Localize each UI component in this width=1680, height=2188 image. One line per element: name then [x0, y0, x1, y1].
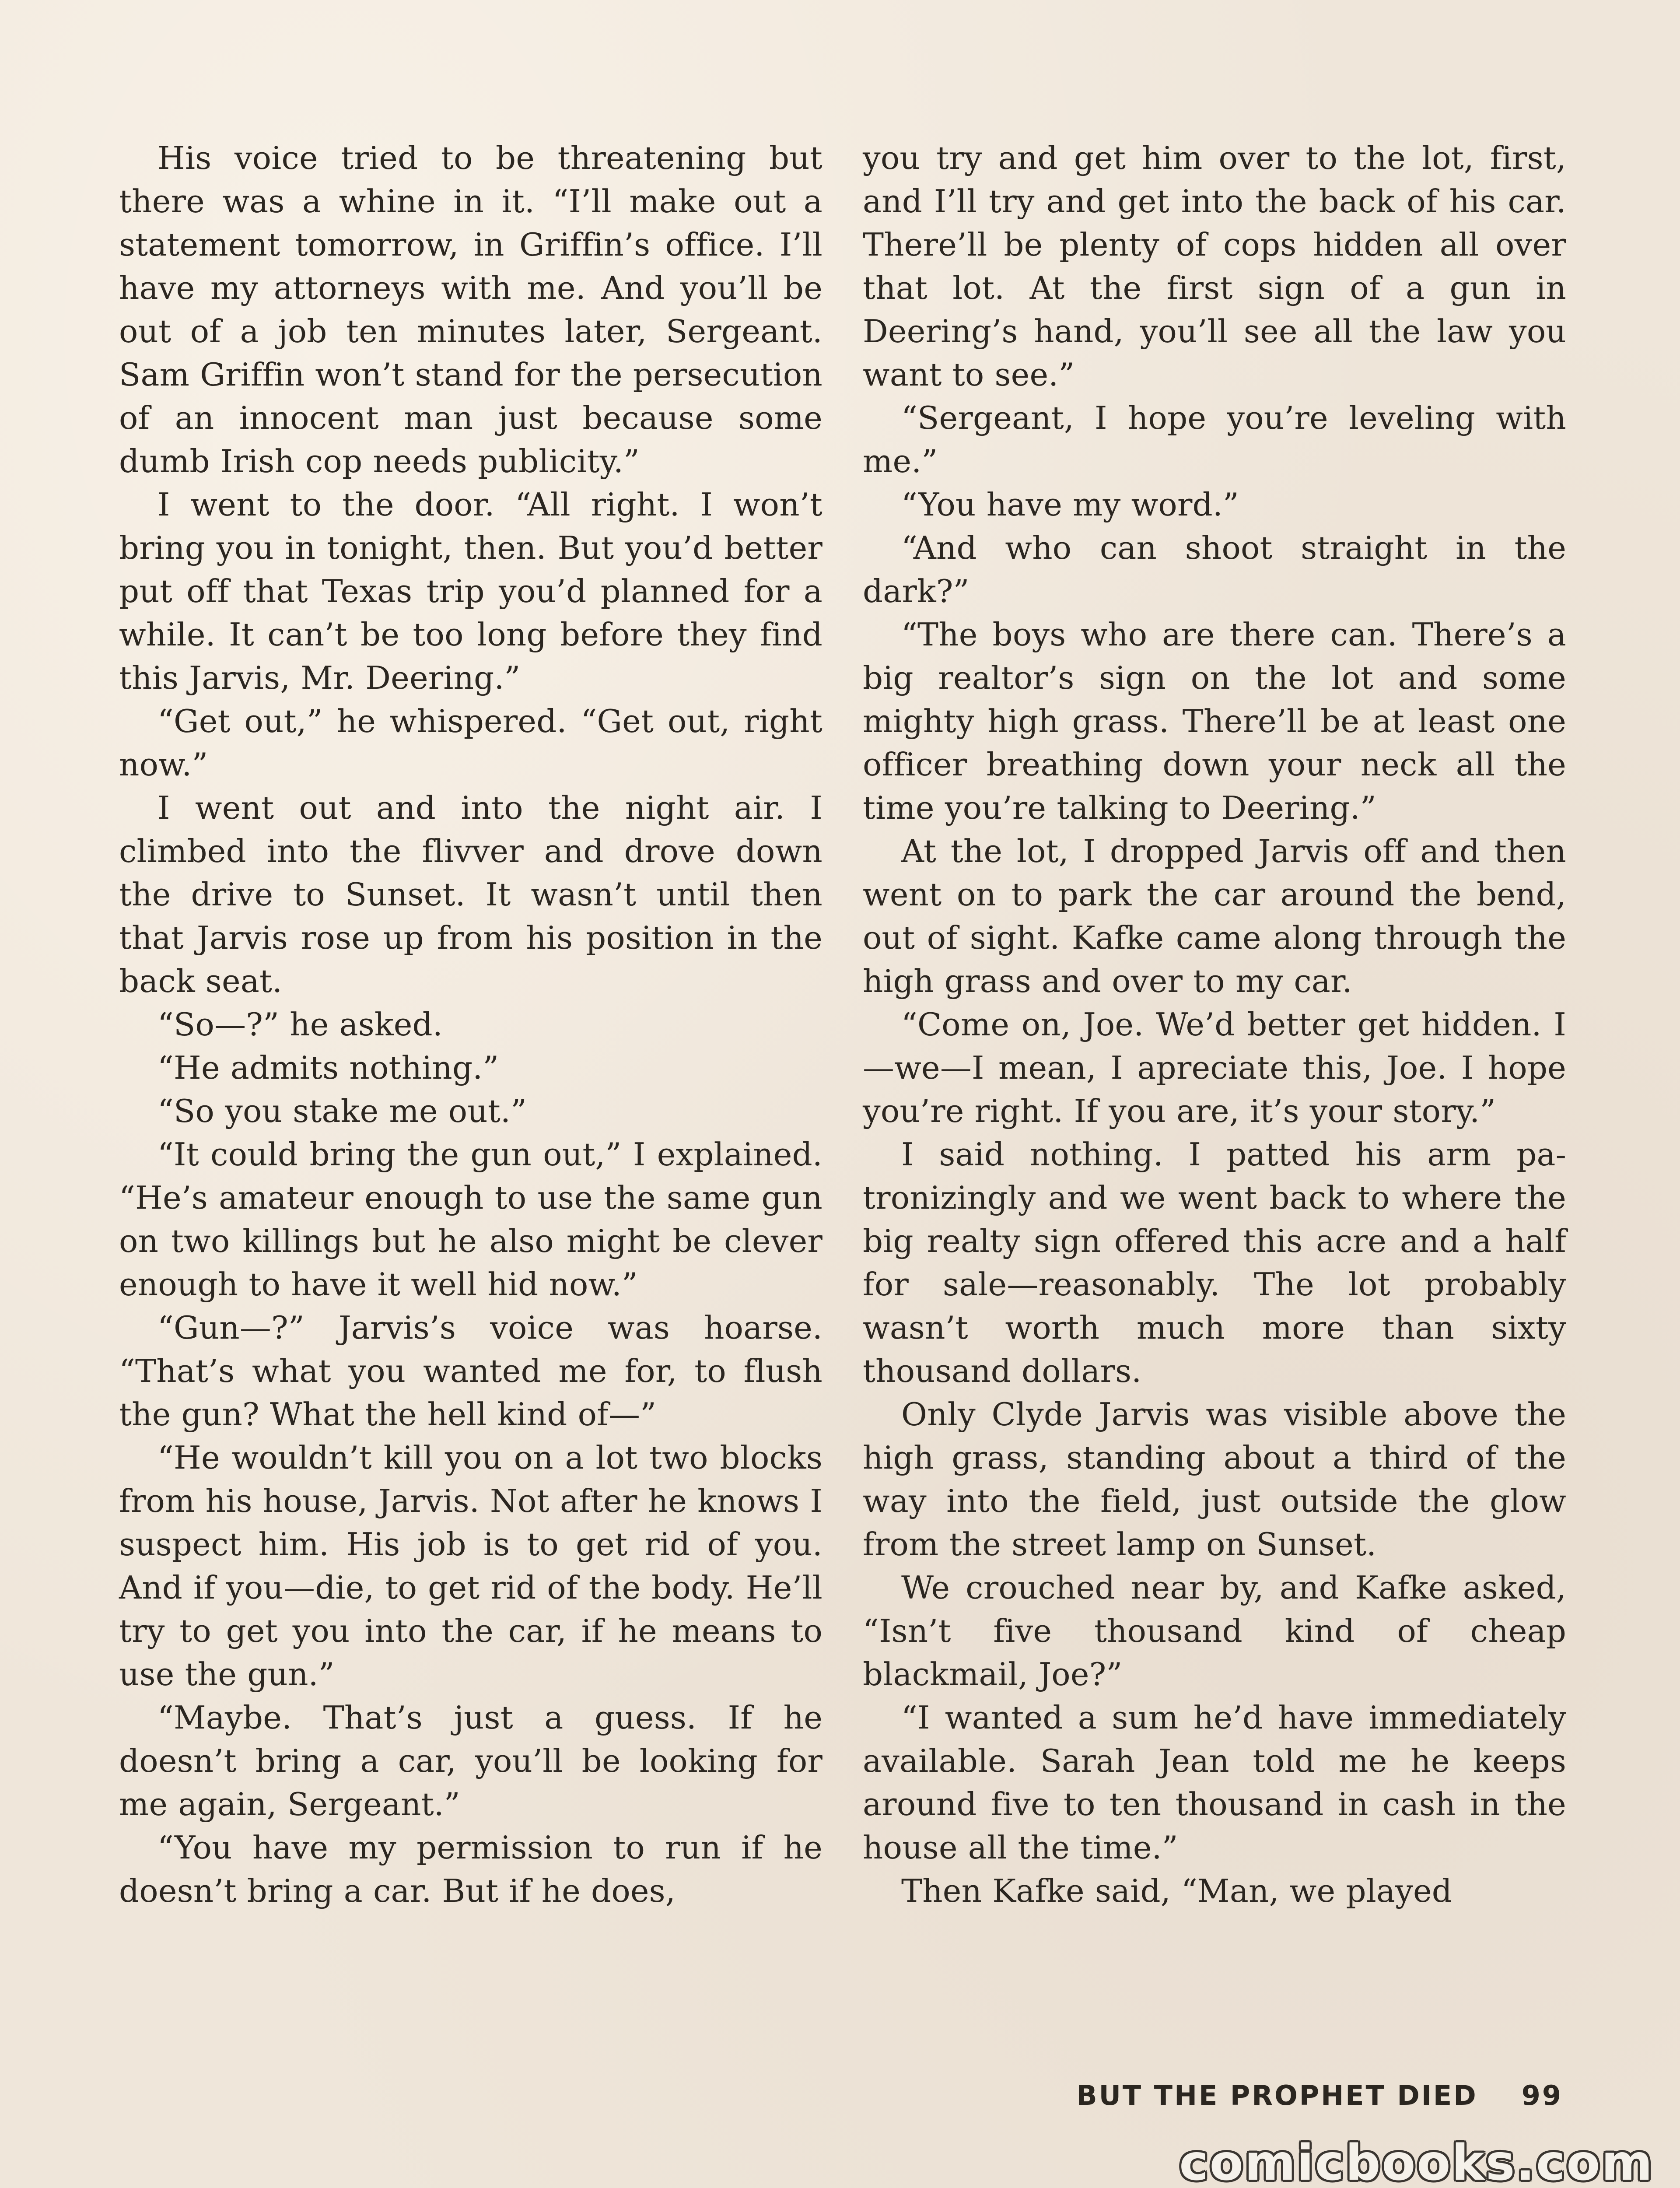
paragraph: His voice tried to be threatening but there was a whine in it. “I’ll make out a statement tomorrow, in Griffin’s office. I’ll have my attorneys with me. And you’ll be out of a job ten minutes later, Sergeant. Sam Griffin won’t stand for the persecution of an innocent man just because some dumb Irish cop needs publicity.” — [119, 140, 822, 480]
paragraph: “Sergeant, I hope you’re leveling with me.” — [863, 400, 1566, 480]
paragraph-continued: you try and get him over to the lot, first, and I’ll try and get into the back of his car. There’ll be plenty of cops hidden all over that lot. At the first sign of a gun in Deering’s hand, you’ll see all the law you want to see.” — [863, 140, 1566, 393]
paragraph: “And who can shoot straight in the dark?” — [863, 529, 1566, 610]
paragraph: I said nothing. I patted his arm patronizingly and we went back to where the big realty sign offered this acre and a half for sale—reasonably. The lot probably wasn’t worth much more than sixty thousand dollars. — [863, 1136, 1566, 1389]
paragraph: “So—?” he asked. — [158, 1006, 443, 1043]
paragraph: “The boys who are there can. There’s a big realtor’s sign on the lot and some mighty high grass. There’ll be at least one officer breathing down your neck all the time you’re talking to Deering.” — [863, 616, 1566, 826]
running-title: BUT THE PROPHET DIED — [1076, 2079, 1478, 2111]
paragraph: “It could bring the gun out,” I explained. “He’s amateur enough to use the same gun on two killings but he also might be clever enough to have it well hid now.” — [119, 1136, 822, 1303]
paragraph: Only Clyde Jarvis was visible above the high grass, standing about a third of the way into the field, just outside the glow from the street lamp on Sunset. — [863, 1396, 1566, 1563]
paragraph: “Get out,” he whispered. “Get out, right now.” — [119, 703, 822, 783]
paragraph: We crouched near by, and Kafke asked, “Isn’t five thousand kind of cheap blackmail, Joe?” — [863, 1569, 1566, 1693]
right-text-column — [863, 137, 1566, 1913]
paragraph: I went to the door. “All right. I won’t bring you in tonight, then. But you’d better put off that Texas trip you’d planned for a while. It can’t be too long before they find this Jarvis, Mr. Deering.” — [119, 486, 822, 696]
paragraph: “I wanted a sum he’d have immediately available. Sarah Jean told me he keeps around five to ten thousand in cash in the house all the time.” — [863, 1699, 1566, 1866]
paragraph: Then Kafke said, “Man, we played — [901, 1872, 1452, 1909]
page-number: 99 — [1521, 2079, 1563, 2111]
paragraph: “He wouldn’t kill you on a lot two blocks from his house, Jarvis. Not after he knows I suspect him. His job is to get rid of you. And if you—die, to get rid of the body. He’ll try to get you into the car, if he means to use the gun.” — [119, 1439, 822, 1693]
paragraph: “Come on, Joe. We’d better get hidden. I—we—I mean, I apreciate this, Joe. I hope you’re right. If you are, it’s your story.” — [863, 1006, 1566, 1129]
paragraph: “You have my permission to run if he doesn’t bring a car. But if he does, — [119, 1829, 822, 1909]
site-watermark: comicbooks.com — [1179, 2135, 1654, 2188]
page-footer — [1076, 2079, 1563, 2111]
paragraph: “So you stake me out.” — [158, 1093, 527, 1129]
paragraph: At the lot, I dropped Jarvis off and then went on to park the car around the bend, out of sight. Kafke came along through the high grass and over to my car. — [863, 833, 1566, 999]
left-text-column — [119, 137, 822, 1913]
paragraph: “Maybe. That’s just a guess. If he doesn’t bring a car, you’ll be looking for me again, Sergeant.” — [119, 1699, 822, 1823]
paragraph: I went out and into the night air. I climbed into the flivver and drove down the drive to Sunset. It wasn’t until then that Jarvis rose up from his position in the back seat. — [119, 789, 822, 999]
paragraph: “He admits nothing.” — [158, 1049, 499, 1086]
paragraph: “You have my word.” — [901, 486, 1239, 523]
paragraph: “Gun—?” Jarvis’s voice was hoarse. “That’s what you wanted me for, to flush the gun? What the hell kind of—” — [119, 1309, 822, 1433]
